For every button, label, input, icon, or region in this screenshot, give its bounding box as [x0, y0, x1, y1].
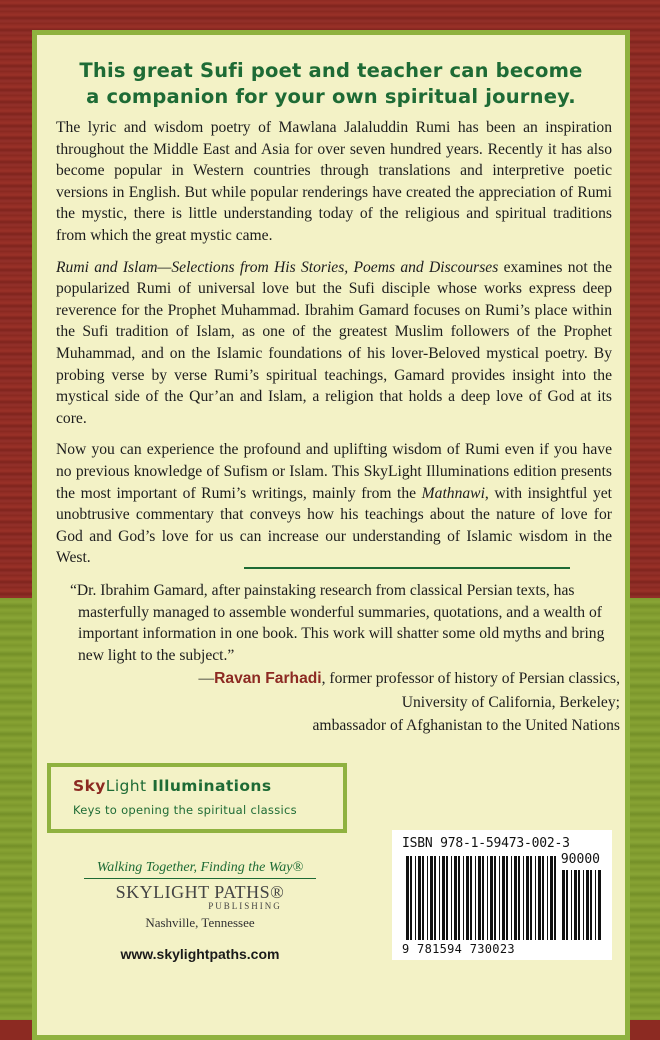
barcode-bar [454, 856, 457, 940]
barcode-bar [530, 856, 532, 940]
barcode-bar [442, 856, 445, 940]
headline-line-1: This great Sufi poet and teacher can become [79, 59, 583, 82]
barcode-bar [427, 856, 428, 940]
attribution-line-2: University of California, Berkeley; [401, 693, 620, 711]
barcode-bar [526, 856, 529, 940]
description-paragraph-3-text-a: Now you can experience the profound and uplifting wisdom of Rumi even if you have no previous knowledge of Sufism or Islam. This SkyLight Illuminations edition presents the most important of Rumi’s writings, mainly from the [56, 441, 612, 502]
barcode-bar [494, 856, 496, 940]
barcode-bar [487, 856, 488, 940]
barcode-bar [523, 856, 524, 940]
barcode-bar [482, 856, 484, 940]
endorsement-attribution [70, 668, 630, 690]
barcode-bar [538, 856, 541, 940]
headline [32, 58, 630, 110]
barcode-bar [547, 856, 548, 940]
barcode-bar [554, 856, 556, 940]
barcode-bar [542, 856, 544, 940]
barcode-addon-bars [562, 870, 602, 940]
barcode-bar [434, 856, 436, 940]
barcode-bar [422, 856, 424, 940]
publisher-name: SKYLIGHT PATHS® [115, 882, 285, 902]
headline-line-2: a companion for your own spiritual journey. [86, 85, 576, 108]
tagline-underline [84, 878, 316, 879]
barcode-bar [430, 856, 433, 940]
publisher-city: Nashville, Tennessee [145, 915, 255, 930]
barcode-bar [506, 856, 508, 940]
barcode-bar [583, 870, 584, 940]
series-title-light: Light [105, 777, 147, 795]
attribution-dash: — [198, 670, 215, 687]
barcode-bar [466, 856, 469, 940]
barcode-bar [566, 870, 568, 940]
barcode-bar [562, 870, 565, 940]
barcode-bar [415, 856, 416, 940]
barcode-bar [475, 856, 476, 940]
isbn-number: ISBN 978-1-59473-002-3 [402, 836, 570, 851]
barcode-bar [418, 856, 421, 940]
barcode-bar [578, 870, 580, 940]
series-title [73, 777, 271, 795]
series-title-illuminations: Illuminations [146, 777, 272, 795]
publisher-block [70, 860, 330, 931]
barcode [392, 830, 612, 960]
barcode-bar [439, 856, 440, 940]
endorsement-quote: “Dr. Ibrahim Gamard, after painstaking research from classical Persian texts, has masterfully managed to assemble wonderful summaries, quotations, and a wealth of important information in one book. This work will shatter some old myths and bring new light to the subject.” [70, 582, 605, 664]
barcode-bar [458, 856, 460, 940]
series-logo [47, 763, 347, 833]
endorser-name: Ravan Farhadi [214, 670, 322, 687]
barcode-bar [511, 856, 512, 940]
barcode-bar [499, 856, 500, 940]
endorsement [70, 580, 630, 737]
barcode-bar [406, 856, 409, 940]
barcode-bar [490, 856, 493, 940]
price-addon: 90000 [560, 852, 600, 867]
description-paragraph-2 [56, 257, 612, 430]
barcode-bar [598, 870, 601, 940]
barcode-bar [586, 870, 589, 940]
publisher-tagline: Walking Together, Finding the Way® [96, 860, 304, 875]
description-paragraph-3-text-b: , with insightful yet unobtrusive commentary that conveys how his teachings about the nature of love for God and God’s love for us can increase our understanding of Islamic wisdom in the West. [56, 484, 612, 567]
description-paragraph-1: The lyric and wisdom poetry of Mawlana Jalaluddin Rumi has been an inspiration throughout the Middle East and Asia for over seven hundred years. Recently it has also become popular in Western countries through translations and interpretive poetic versions in English. But while popular renderings have created the appreciation of Rumi the mystic, there is little understanding today of the religious and spiritual traditions from which the great mystic came. [56, 119, 612, 244]
description [56, 117, 612, 579]
section-divider [244, 567, 570, 569]
attribution-line-3: ambassador of Afghanistan to the United Nations [312, 717, 620, 734]
mathnawi-title: Mathnawi [421, 484, 485, 502]
series-title-sky: Sky [73, 777, 106, 795]
barcode-bar [446, 856, 448, 940]
barcode-bar [514, 856, 517, 940]
barcode-bar [595, 870, 596, 940]
publisher-website[interactable]: www.skylightpaths.com [120, 946, 280, 962]
barcode-bar [410, 856, 412, 940]
description-paragraph-3 [56, 439, 612, 569]
barcode-bar [571, 870, 572, 940]
barcode-bar [535, 856, 536, 940]
series-tagline: Keys to opening the spiritual classics [73, 803, 297, 817]
ean-number: 9 781594 730023 [402, 942, 515, 956]
barcode-bar [590, 870, 592, 940]
barcode-bar [502, 856, 505, 940]
barcode-bar [451, 856, 452, 940]
barcode-bar [550, 856, 553, 940]
publisher-sub: PUBLISHING [208, 901, 282, 911]
barcode-bar [470, 856, 472, 940]
barcode-bar [518, 856, 520, 940]
book-title: Rumi and Islam—Selections from His Stories, Poems and Discourses [56, 258, 499, 276]
barcode-bar [574, 870, 577, 940]
barcode-bars [406, 856, 556, 940]
attribution-line-1: , former professor of history of Persian classics, [321, 670, 620, 687]
description-paragraph-2-text: examines not the popularized Rumi of universal love but the Sufi disciple whose works express deep reverence for the Prophet Muhammad. Ibrahim Gamard focuses on Rumi’s place within the Sufi tradition of Islam, as one of the greatest Muslim followers of the Prophet Muhammad, and on the Islamic foundations of his lover-Beloved mystical poetry. By probing verse by verse Rumi’s spiritual teachings, Gamard provides insight into the mystical side of the Qur’an and Islam, a religion that holds a deep love of God at its core. [56, 258, 612, 427]
barcode-bar [478, 856, 481, 940]
barcode-bar [463, 856, 464, 940]
